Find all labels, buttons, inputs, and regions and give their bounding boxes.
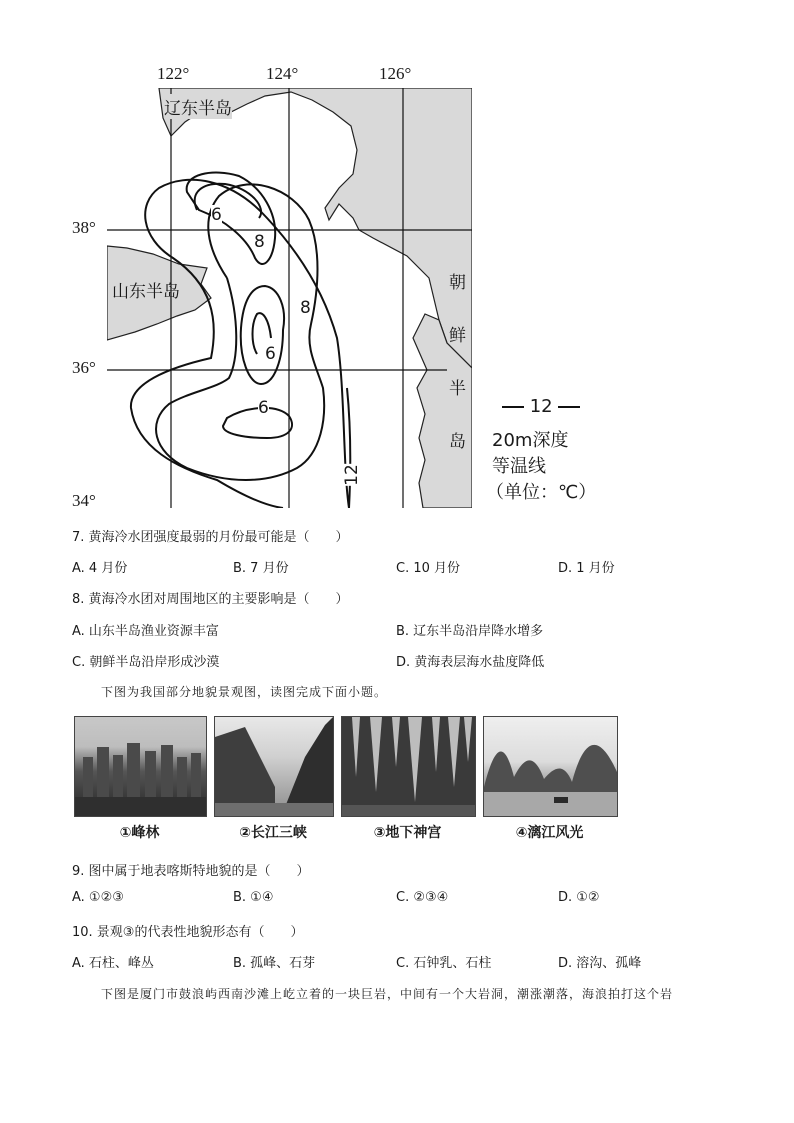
q10-option-a[interactable]: A. 石柱、峰丛 xyxy=(72,956,154,971)
q10-option-d[interactable]: D. 溶沟、孤峰 xyxy=(558,956,642,971)
q9-option-a[interactable]: A. ①②③ xyxy=(72,890,124,905)
q7-option-c[interactable]: C. 10 月份 xyxy=(396,561,461,576)
lat-label-36: 36° xyxy=(72,358,96,377)
q8-option-c[interactable]: C. 朝鲜半岛沿岸形成沙漠 xyxy=(72,655,220,670)
q9-option-d[interactable]: D. ①② xyxy=(558,890,600,905)
q7-option-b[interactable]: B. 7 月份 xyxy=(233,561,289,576)
isotherm-label-6-b: 6 xyxy=(265,344,276,364)
region-korea-2: 鲜 xyxy=(449,326,466,346)
q9-option-b[interactable]: B. ①④ xyxy=(233,890,274,905)
region-korea-4: 岛 xyxy=(449,432,466,452)
legend-line2: 等温线 xyxy=(492,456,546,477)
photo-lijiang xyxy=(483,716,618,817)
q8-option-a[interactable]: A. 山东半岛渔业资源丰富 xyxy=(72,624,219,639)
lat-label-34: 34° xyxy=(72,491,96,510)
isotherm-8-central xyxy=(241,286,284,384)
boat-icon xyxy=(554,797,568,803)
lon-label-122: 122° xyxy=(157,64,190,83)
legend-line-right xyxy=(558,406,580,408)
question-8-stem: 8. 黄海冷水团对周围地区的主要影响是（ ） xyxy=(72,592,349,607)
isotherm-label-6-c: 6 xyxy=(258,398,269,418)
question-7-stem: 7. 黄海冷水团强度最弱的月份最可能是（ ） xyxy=(72,530,349,545)
question-9-stem: 9. 图中属于地表喀斯特地貌的是（ ） xyxy=(72,864,310,879)
peak-forest-icon xyxy=(75,717,206,816)
region-liaodong: 辽东半岛 xyxy=(164,94,232,119)
photo-three-gorges xyxy=(214,716,334,817)
intro-landforms: 下图为我国部分地貌景观图，读图完成下面小题。 xyxy=(101,685,388,699)
region-shandong: 山东半岛 xyxy=(112,282,180,302)
legend-sample-value: 12 xyxy=(529,396,553,417)
caption-underground-palace: ③地下神宫 xyxy=(373,825,442,841)
lon-label-126: 126° xyxy=(379,64,412,83)
isotherm-label-8-b: 8 xyxy=(300,298,311,318)
three-gorges-icon xyxy=(215,717,333,816)
caption-peak-forest: ①峰林 xyxy=(119,825,160,841)
isotherm-label-12: 12 xyxy=(341,464,362,486)
isotherm-12-outer xyxy=(131,180,349,508)
q7-option-d[interactable]: D. 1 月份 xyxy=(558,561,615,576)
karst-hills-icon xyxy=(484,717,617,816)
stalactite-icon xyxy=(342,717,475,816)
legend-line3: （单位：℃） xyxy=(486,482,597,503)
lon-label-124: 124° xyxy=(266,64,299,83)
q9-option-c[interactable]: C. ②③④ xyxy=(396,890,449,905)
isotherm-label-8-a: 8 xyxy=(254,232,265,252)
photo-underground-palace xyxy=(341,716,476,817)
q8-option-b[interactable]: B. 辽东半岛沿岸降水增多 xyxy=(396,624,544,639)
legend-sample xyxy=(502,396,580,417)
q10-option-c[interactable]: C. 石钟乳、石柱 xyxy=(396,956,492,971)
q10-option-b[interactable]: B. 孤峰、石芽 xyxy=(233,956,316,971)
region-korea-1: 朝 xyxy=(449,273,466,293)
isotherm-label-6-a: 6 xyxy=(211,205,222,225)
region-korea-3: 半 xyxy=(449,379,466,399)
intro-gulangyu: 下图是厦门市鼓浪屿西南沙滩上屹立着的一块巨岩，中间有一个大岩洞，潮涨潮落，海浪拍打这个岩 xyxy=(101,987,674,1001)
question-10-stem: 10. 景观③的代表性地貌形态有（ ） xyxy=(72,925,304,940)
caption-three-gorges: ②长江三峡 xyxy=(239,825,307,841)
caption-lijiang: ④漓江风光 xyxy=(515,825,584,841)
legend-line1: 20m深度 xyxy=(492,430,569,451)
lat-label-38: 38° xyxy=(72,218,96,237)
q8-option-d[interactable]: D. 黄海表层海水盐度降低 xyxy=(396,655,545,670)
legend-line-left xyxy=(502,406,524,408)
photo-peak-forest xyxy=(74,716,207,817)
q7-option-a[interactable]: A. 4 月份 xyxy=(72,561,128,576)
